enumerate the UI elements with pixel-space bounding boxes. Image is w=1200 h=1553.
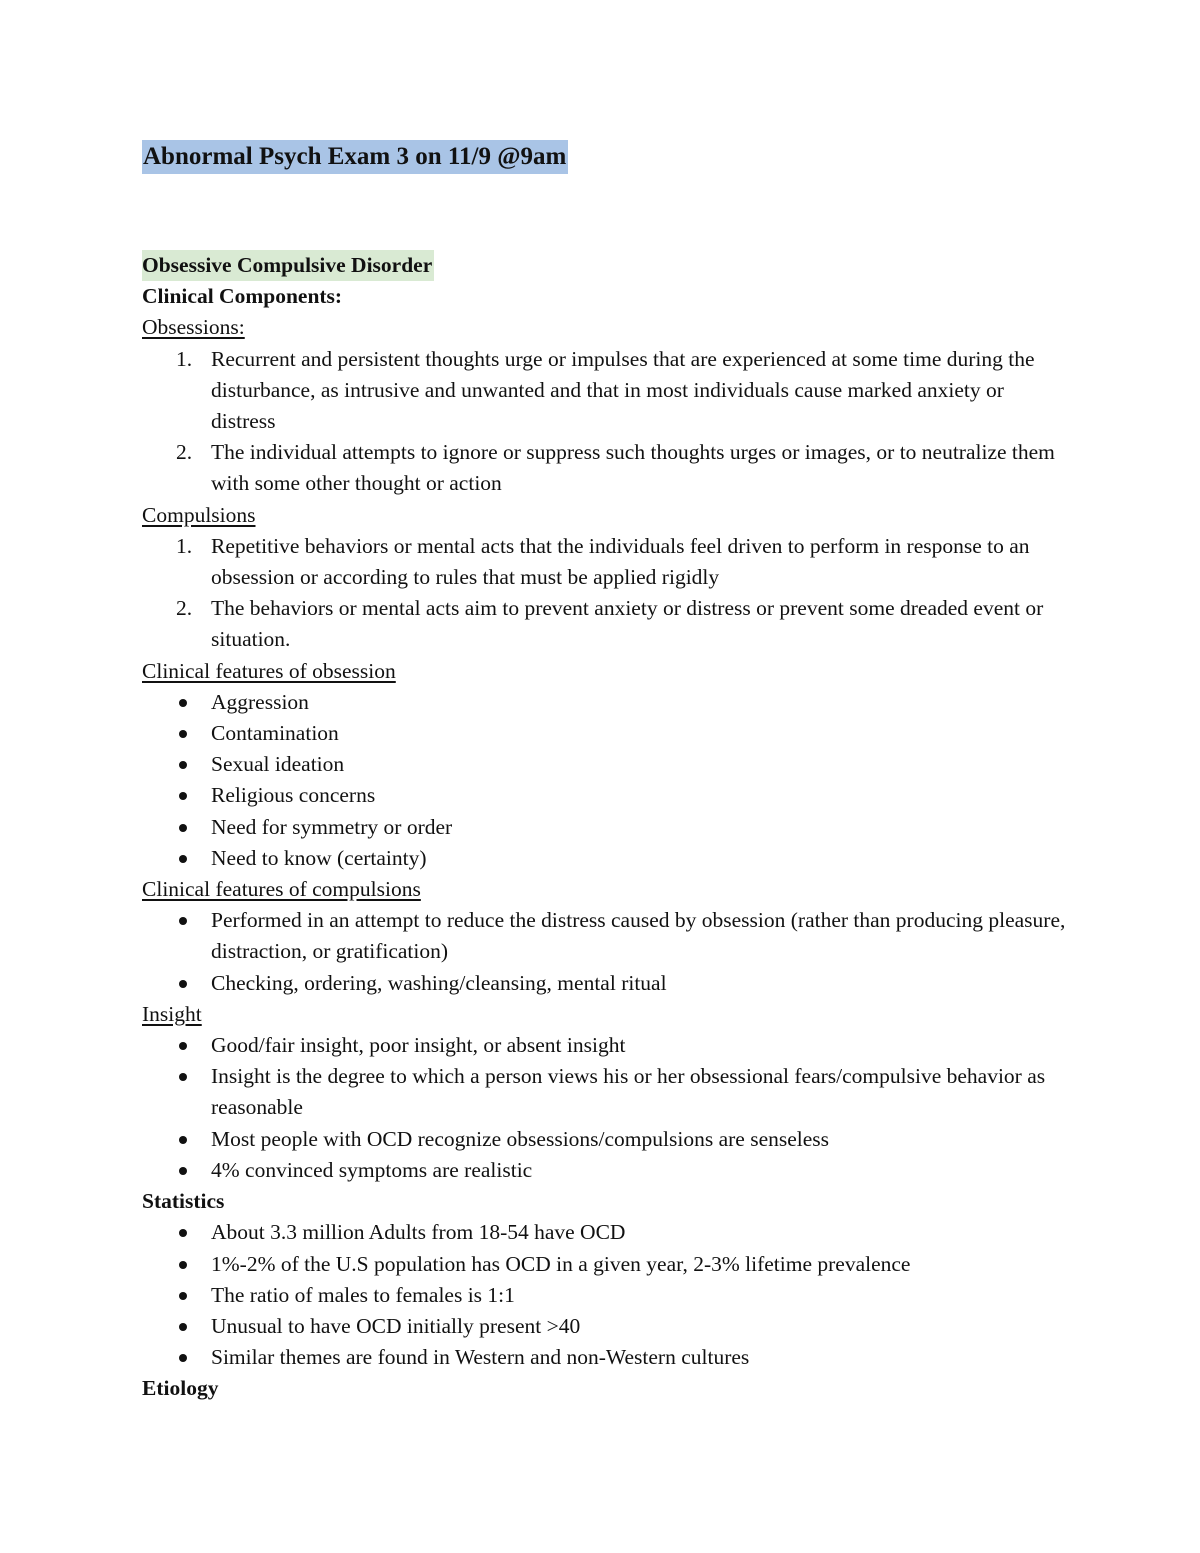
bullet-icon [179, 824, 187, 832]
compulsions-item-2: 2. The behaviors or mental acts aim to prevent anxiety or distress or prevent some dreaded event or situation. [142, 593, 1071, 655]
features-compulsions-label: Clinical features of compulsions [142, 877, 421, 902]
bullet-icon [179, 761, 187, 769]
list-item: Unusual to have OCD initially present >40 [142, 1311, 1082, 1342]
list-item: Similar themes are found in Western and non-Western cultures [142, 1342, 1082, 1373]
list-item: Checking, ordering, washing/cleansing, mental ritual [142, 968, 1082, 999]
document-title: Abnormal Psych Exam 3 on 11/9 @9am [142, 140, 568, 174]
bullet-icon [179, 1073, 187, 1081]
list-number: 1. [176, 533, 193, 558]
statistics-label: Statistics [142, 1189, 225, 1214]
obsessions-list [142, 344, 1082, 500]
list-item: Sexual ideation [142, 749, 1082, 780]
bullet-icon [179, 980, 187, 988]
list-item: Aggression [142, 687, 1082, 718]
bullet-icon [179, 1167, 187, 1175]
features-obsession-label: Clinical features of obsession [142, 658, 396, 683]
list-item: 1%-2% of the U.S population has OCD in a given year, 2-3% lifetime prevalence [142, 1249, 1082, 1280]
list-item: Performed in an attempt to reduce the distress caused by obsession (rather than producing pleasure, distraction, or gratification) [142, 905, 1071, 967]
features-compulsions-list [142, 905, 1082, 999]
list-number: 2. [176, 440, 193, 465]
compulsions-item-1: 1. Repetitive behaviors or mental acts that the individuals feel driven to perform in response to an obsession or according to rules that must be applied rigidly [142, 531, 1071, 593]
list-item: Religious concerns [142, 780, 1082, 811]
bullet-icon [179, 855, 187, 863]
list-item: The ratio of males to females is 1:1 [142, 1280, 1082, 1311]
list-number: 1. [176, 346, 193, 371]
bullet-icon [179, 792, 187, 800]
section-heading: Obsessive Compulsive Disorder [142, 250, 434, 281]
insight-list [142, 1030, 1082, 1186]
list-item: About 3.3 million Adults from 18-54 have OCD [142, 1217, 1082, 1248]
obsessions-label: Obsessions: [142, 315, 245, 340]
features-obsession-list [142, 687, 1082, 874]
bullet-icon [179, 917, 187, 925]
document-body [142, 250, 1082, 1405]
bullet-icon [179, 1042, 187, 1050]
bullet-icon [179, 1229, 187, 1237]
bullet-icon [179, 1354, 187, 1362]
bullet-icon [179, 1261, 187, 1269]
list-item: Need for symmetry or order [142, 812, 1082, 843]
statistics-list [142, 1217, 1082, 1373]
compulsions-label: Compulsions [142, 502, 256, 527]
obsessions-item-1: 1. Recurrent and persistent thoughts urge or impulses that are experienced at some time during the disturbance, as intrusive and unwanted and that in most individuals cause marked anxiety or distress [142, 344, 1071, 438]
compulsions-list [142, 531, 1082, 656]
list-item: Contamination [142, 718, 1082, 749]
list-item: Need to know (certainty) [142, 843, 1082, 874]
list-item: Good/fair insight, poor insight, or absent insight [142, 1030, 1082, 1061]
obsessions-item-2: 2. The individual attempts to ignore or suppress such thoughts urges or images, or to neutralize them with some other thought or action [142, 437, 1071, 499]
clinical-components-label: Clinical Components: [142, 284, 343, 309]
etiology-label: Etiology [142, 1376, 219, 1401]
bullet-icon [179, 1292, 187, 1300]
bullet-icon [179, 699, 187, 707]
insight-label: Insight [142, 1001, 202, 1026]
list-item: Most people with OCD recognize obsessions/compulsions are senseless [142, 1124, 1082, 1155]
bullet-icon [179, 730, 187, 738]
list-item: 4% convinced symptoms are realistic [142, 1155, 1082, 1186]
bullet-icon [179, 1323, 187, 1331]
list-number: 2. [176, 596, 193, 621]
bullet-icon [179, 1136, 187, 1144]
list-item: Insight is the degree to which a person views his or her obsessional fears/compulsive behavior as reasonable [142, 1061, 1071, 1123]
